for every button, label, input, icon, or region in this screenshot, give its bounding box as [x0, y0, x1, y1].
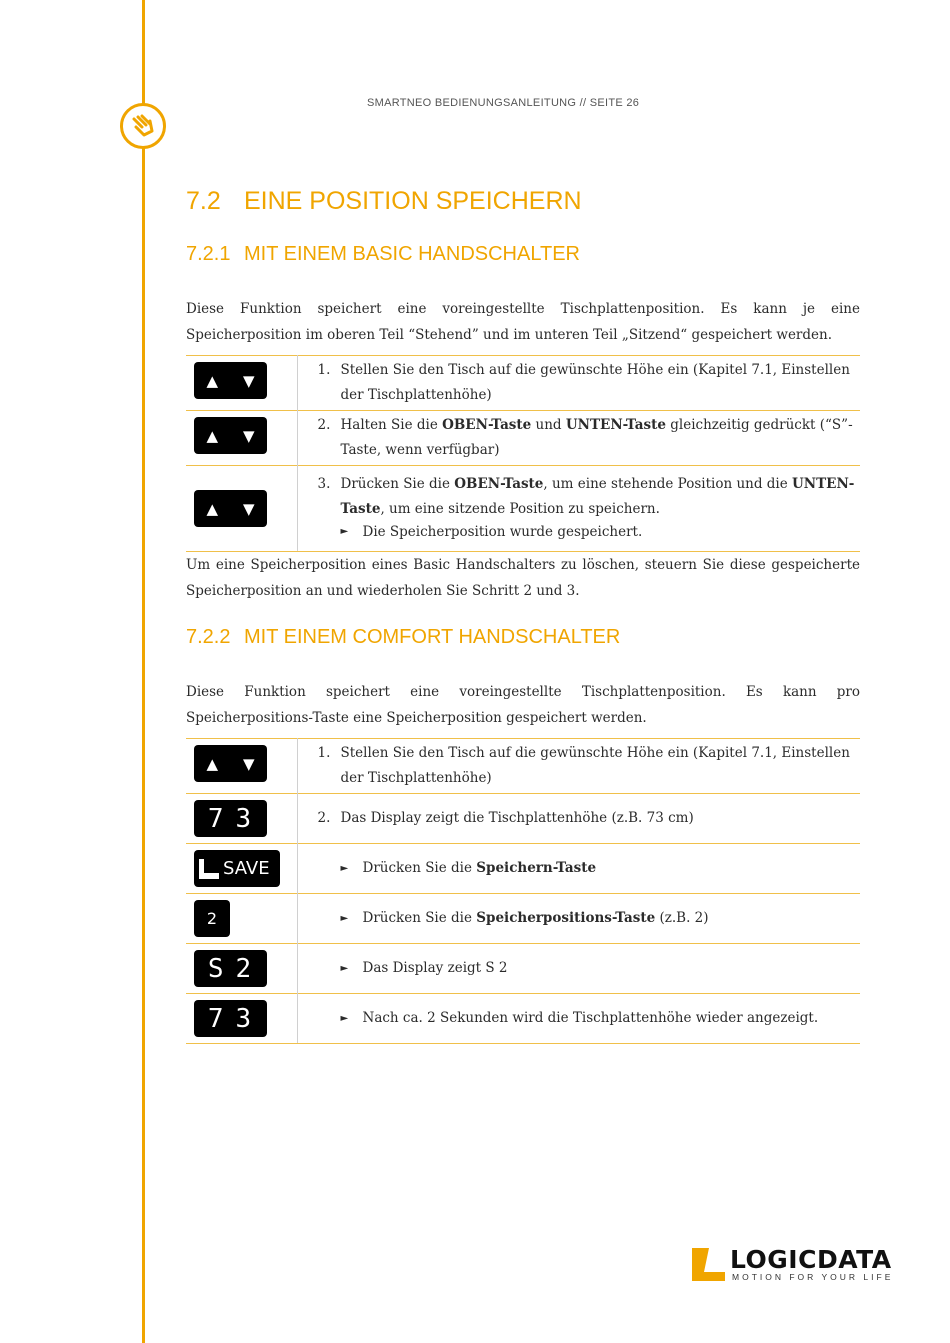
bullet-arrow-icon: ► [340, 1013, 349, 1024]
step-text-cell [297, 466, 860, 552]
step-text: Stellen Sie den Tisch auf die gewünschte Höhe ein (Kapitel 7.1, Einstellen der Tischplattenhöhe) [340, 745, 850, 786]
down-arrow-icon: ▼ [242, 499, 255, 518]
margin-rule [142, 0, 145, 1343]
subsection-number: 7.2.2 [186, 626, 231, 648]
display-s2-icon: S2 [194, 950, 267, 987]
icon-cell [186, 356, 297, 411]
save-key-label: SAVE [223, 858, 270, 879]
icon-cell [186, 739, 297, 794]
brand-name: LOGICDATA [730, 1245, 892, 1274]
up-arrow-icon: ▲ [206, 754, 219, 773]
table-row [186, 844, 860, 894]
logicdata-logo-mark-icon [692, 1248, 725, 1281]
icon-cell [186, 844, 297, 894]
intro-paragraph-comfort: Diese Funktion speichert eine voreingestellte Tischplattenposition. Es kann pro Speicherpositions-Taste eine Speicherposition gespeichert werden. [186, 684, 860, 726]
icon-cell [186, 894, 297, 944]
up-arrow-icon: ▲ [206, 426, 219, 445]
table-row [186, 994, 860, 1044]
table-row [186, 466, 860, 552]
icon-cell [186, 466, 297, 552]
table-row [186, 739, 860, 794]
steps-table-comfort [186, 738, 860, 1044]
down-arrow-icon: ▼ [242, 426, 255, 445]
table-row [186, 356, 860, 411]
icon-cell [186, 411, 297, 466]
step-text: Drücken Sie die OBEN-Taste, um eine stehende Position und die UNTEN-Taste, um eine sitzende Position zu speichern. [340, 476, 855, 517]
table-row [186, 944, 860, 994]
up-arrow-icon: ▲ [206, 499, 219, 518]
up-down-keys-icon [194, 417, 267, 454]
step-text-cell [297, 356, 860, 411]
up-down-keys-icon [194, 745, 267, 782]
subsection-title: MIT EINEM COMFORT HANDSCHALTER [244, 626, 621, 648]
table-row [186, 894, 860, 944]
running-header: SMARTNEO BEDIENUNGSANLEITUNG // SEITE 26 [367, 97, 640, 109]
display-73-icon: 73 [194, 1000, 267, 1037]
brand-tagline: MOTION FOR YOUR LIFE [732, 1272, 894, 1282]
table-row [186, 794, 860, 844]
up-down-keys-icon [194, 490, 267, 527]
memory-key-2-icon: 2 [194, 900, 230, 937]
step-text-cell [297, 994, 860, 1044]
table-row [186, 411, 860, 466]
step-result: Die Speicherposition wurde gespeichert. [362, 524, 643, 540]
bullet-arrow-icon: ► [340, 863, 349, 874]
step-number: 1. [317, 362, 331, 378]
step-number: 1. [317, 745, 331, 761]
logicdata-logo-icon [199, 859, 219, 879]
down-arrow-icon: ▼ [242, 754, 255, 773]
bullet-arrow-icon: ► [340, 913, 349, 924]
up-down-keys-icon [194, 362, 267, 399]
step-text: Drücken Sie die Speicherpositions-Taste (z.B. 2) [362, 910, 709, 926]
section-number: 7.2 [186, 187, 221, 215]
bullet-arrow-icon: ► [340, 963, 349, 974]
step-text-cell [297, 739, 860, 794]
subsection-heading-comfort [186, 626, 620, 649]
step-text-cell [297, 944, 860, 994]
bullet-arrow-icon: ► [340, 526, 349, 537]
section-heading [186, 187, 582, 216]
down-arrow-icon: ▼ [242, 371, 255, 390]
subsection-number: 7.2.1 [186, 243, 231, 265]
step-text-cell [297, 411, 860, 466]
step-text-cell [297, 794, 860, 844]
intro-paragraph-basic: Diese Funktion speichert eine voreingestellte Tischplattenposition. Es kann je eine Speicherposition im oberen Teil “Stehend” und im unteren Teil „Sitzend“ gespeichert werden. [186, 301, 860, 343]
step-number: 2. [317, 417, 331, 433]
step-number: 2. [317, 810, 331, 826]
icon-cell [186, 944, 297, 994]
hand-icon [120, 103, 166, 149]
step-number: 3. [317, 476, 331, 492]
steps-table-basic [186, 355, 860, 552]
save-key-icon [194, 850, 280, 887]
step-text: Das Display zeigt S 2 [362, 960, 508, 976]
up-arrow-icon: ▲ [206, 371, 219, 390]
icon-cell [186, 794, 297, 844]
step-text: Das Display zeigt die Tischplattenhöhe (z.B. 73 cm) [340, 810, 694, 826]
icon-cell [186, 994, 297, 1044]
step-text: Stellen Sie den Tisch auf die gewünschte Höhe ein (Kapitel 7.1, Einstellen der Tischplattenhöhe) [340, 362, 850, 403]
outro-paragraph-basic: Um eine Speicherposition eines Basic Handschalters zu löschen, steuern Sie diese gespeicherte Speicherposition an und wiederholen Sie Schritt 2 und 3. [186, 557, 860, 599]
subsection-title: MIT EINEM BASIC HANDSCHALTER [244, 243, 580, 265]
display-73-icon: 73 [194, 800, 267, 837]
subsection-heading-basic [186, 243, 580, 266]
step-text-cell [297, 844, 860, 894]
step-text: Nach ca. 2 Sekunden wird die Tischplattenhöhe wieder angezeigt. [362, 1010, 819, 1026]
step-text: Drücken Sie die Speichern-Taste [362, 860, 597, 876]
step-text: Halten Sie die OBEN-Taste und UNTEN-Taste gleichzeitig gedrückt (“S”-Taste, wenn verfügbar) [340, 417, 853, 458]
section-title: EINE POSITION SPEICHERN [244, 187, 582, 215]
step-text-cell [297, 894, 860, 944]
